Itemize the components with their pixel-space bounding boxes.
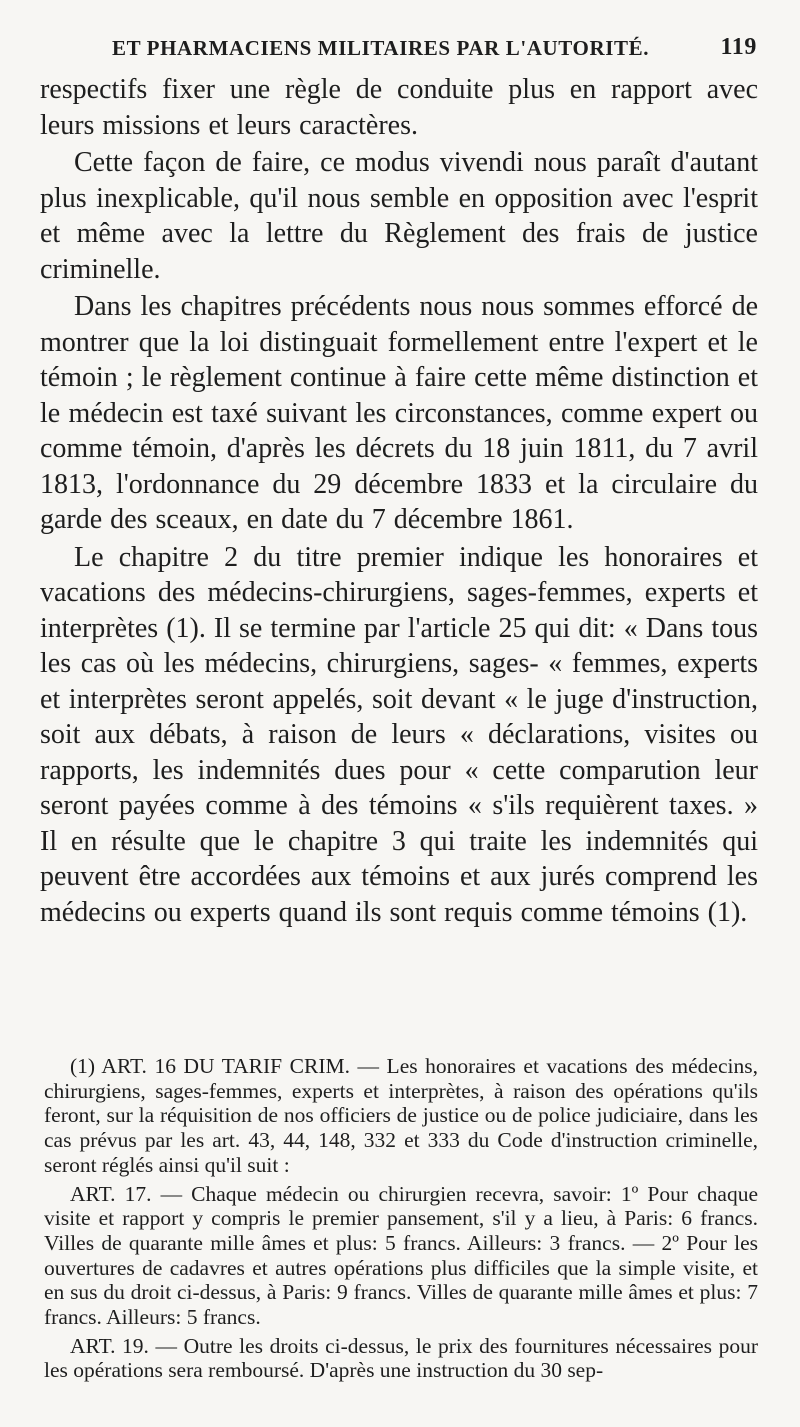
page-number: 119 [720,34,757,60]
footnote: (1) ART. 16 DU TARIF CRIM. — Les honoraires et vacations des médecins, chirurgiens, sages-femmes, experts et interprètes, à raison des opérations qu'ils feront, sur la réquisition de nos officiers de justice ou de police judiciaire, dans les cas prévus par les art. 43, 44, 148, 332 et 333 du Code d'instruction criminelle, seront réglés ainsi qu'il suit : [44,1054,758,1177]
body-paragraph: respectifs fixer une règle de conduite plus en rapport avec leurs missions et leurs caractères. [40,74,758,141]
body-paragraph: Dans les chapitres précédents nous nous sommes efforcé de montrer que la loi distinguait formellement entre l'expert et le témoin ; le règlement continue à faire cette même distinction et le médecin est taxé suivant les circonstances, comme expert ou comme témoin, d'après les décrets du 18 juin 1811, du 7 avril 1813, l'ordonnance du 29 décembre 1833 et la circulaire du garde des sceaux, en date du 7 décembre 1861. [40,291,758,535]
main-text [40,72,758,930]
body-paragraph: Cette façon de faire, ce modus vivendi nous paraît d'autant plus inexplicable, qu'il nous semble en opposition avec l'esprit et même avec la lettre du Règlement des frais de justice criminelle. [40,147,758,285]
footnote: ART. 17. — Chaque médecin ou chirurgien recevra, savoir: 1º Pour chaque visite et rapport y compris le premier pansement, s'il y a lieu, à Paris: 6 francs. Villes de quarante mille âmes et plus: 5 francs. Ailleurs: 3 francs. — 2º Pour les ouvertures de cadavres et autres opérations plus difficiles que la simple visite, et en sus du droit ci-dessus, à Paris: 9 francs. Villes de quarante mille âmes et plus: 7 francs. Ailleurs: 5 francs. [44,1181,758,1330]
running-title: ET PHARMACIENS MILITAIRES PAR L'AUTORITÉ. [112,36,650,60]
page-header [112,32,757,72]
body-paragraph: Le chapitre 2 du titre premier indique les honoraires et vacations des médecins-chirurgiens, sages-femmes, experts et interprètes (1). Il se termine par l'article 25 qui dit: « Dans tous les cas où les médecins, chirurgiens, sages- « femmes, experts et interprètes seront appelés, soit devant « le juge d'instruction, soit aux débats, à raison de leurs « déclarations, visites ou rapports, les indemnités dues pour « cette comparution leur seront payées comme à des témoins « s'ils requièrent taxes. » Il en résulte que le chapitre 3 qui traite les indemnités qui peuvent être accordées aux témoins et aux jurés comprend les médecins ou experts quand ils sont requis comme témoins (1). [40,541,758,928]
footnote: ART. 19. — Outre les droits ci-dessus, le prix des fournitures nécessaires pour les opérations sera remboursé. D'après une instruction du 30 sep- [44,1333,758,1383]
footnotes [44,1054,758,1383]
